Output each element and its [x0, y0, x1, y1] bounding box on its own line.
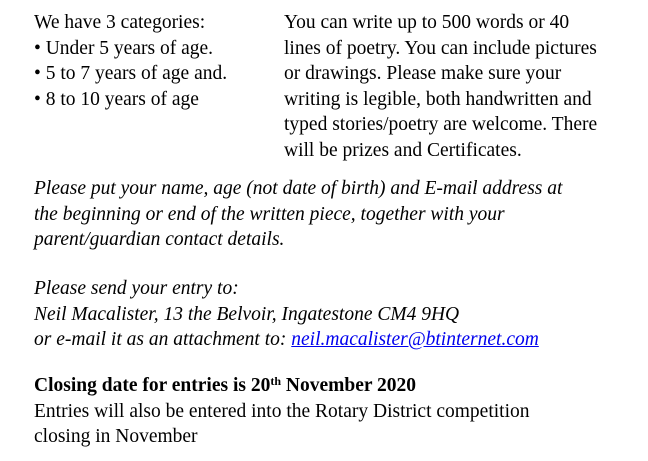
- closing-note-line: closing in November: [34, 426, 198, 447]
- instructions-line: the beginning or end of the written piece, together with your: [34, 203, 505, 225]
- categories-intro: We have 3 categories:: [34, 12, 206, 33]
- categories-block: [34, 10, 274, 112]
- closing-date: [34, 373, 634, 399]
- rules-line: typed stories/poetry are welcome. There: [284, 114, 598, 135]
- send-entry-heading: Please send your entry to:: [34, 278, 239, 299]
- postal-address: Neil Macalister, 13 the Belvoir, Ingatestone CM4 9HQ: [34, 303, 460, 325]
- closing-note-line: Entries will also be entered into the Rotary District competition: [34, 400, 530, 422]
- rules-line: will be prizes and Certificates.: [284, 139, 522, 161]
- rules-line: writing is legible, both handwritten and: [284, 88, 592, 110]
- send-entry-paragraph: [34, 276, 634, 353]
- email-line-prefix: or e-mail it as an attachment to:: [34, 329, 292, 350]
- closing-date-ordinal: th: [270, 374, 282, 388]
- instructions-paragraph: [34, 176, 634, 253]
- category-item: • 8 to 10 years of age: [34, 88, 199, 110]
- closing-date-prefix: Closing date for entries is 20: [34, 375, 271, 396]
- category-item: • Under 5 years of age.: [34, 37, 214, 59]
- instructions-line: Please put your name, age (not date of birth) and E-mail address at: [34, 178, 563, 199]
- closing-date-suffix: November 2020: [281, 375, 417, 396]
- rules-line: or drawings. Please make sure your: [284, 63, 562, 84]
- rules-line: lines of poetry. You can include pictures: [284, 37, 597, 59]
- category-item: • 5 to 7 years of age and.: [34, 63, 228, 84]
- closing-block: [34, 373, 634, 450]
- instructions-line: parent/guardian contact details.: [34, 229, 285, 250]
- email-link[interactable]: neil.macalister@btinternet.com: [291, 329, 539, 350]
- rules-line: You can write up to 500 words or 40: [284, 12, 570, 33]
- rules-block: [284, 10, 634, 163]
- email-line: [34, 327, 634, 353]
